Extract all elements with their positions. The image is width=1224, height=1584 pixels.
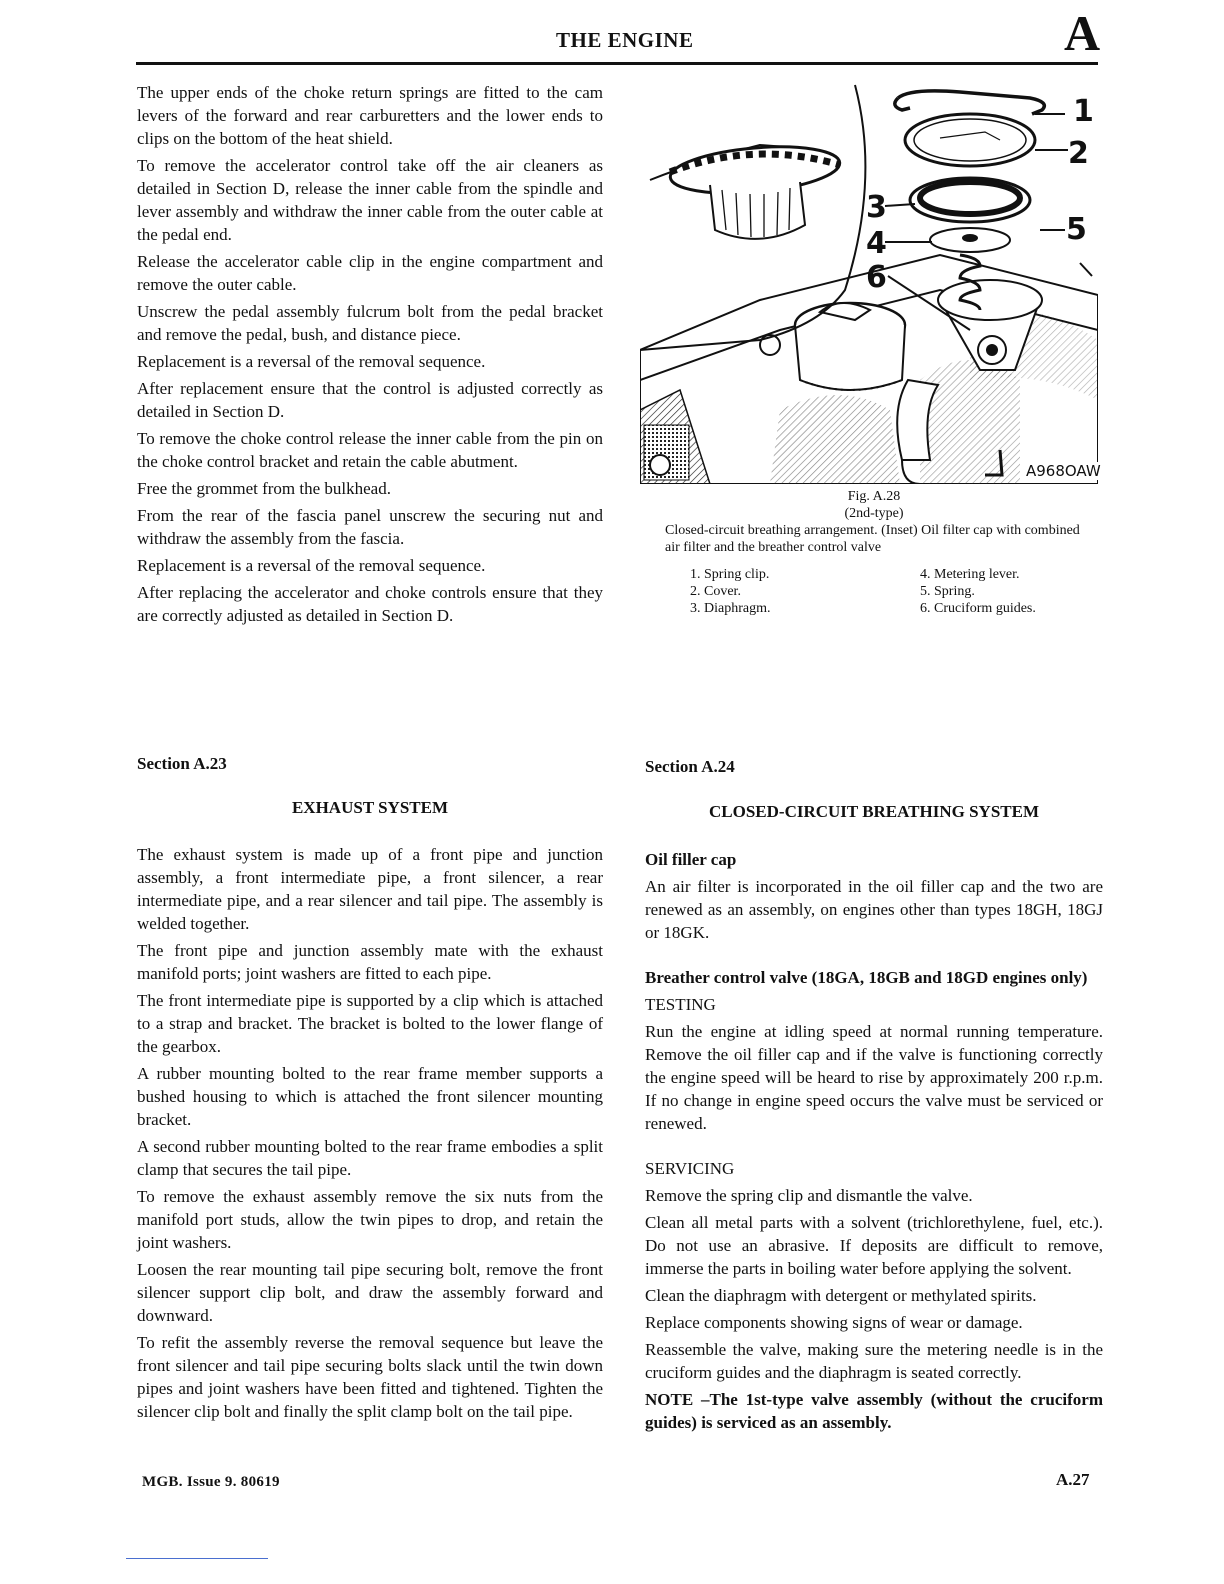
paragraph: The front pipe and junction assembly mate with the exhaust manifold ports; joint washers are fitted to each pipe.: [137, 941, 603, 983]
paragraph: Replacement is a reversal of the removal sequence.: [137, 352, 486, 371]
page-header-title: THE ENGINE: [556, 28, 694, 52]
paragraph: After replacement ensure that the control is adjusted correctly as detailed in Section D.: [137, 379, 603, 421]
paragraph: The exhaust system is made up of a front pipe and junction assembly, a front intermediate pipe, a front silencer, a rear intermediate pipe, and a rear silencer and tail pipe. The assembly is welded together.: [137, 845, 603, 933]
section-letter: A: [1064, 5, 1101, 61]
oil-filler-heading: Oil filler cap: [645, 850, 737, 869]
paragraph: Clean all metal parts with a solvent (trichlorethylene, fuel, etc.). Do not use an abrasive. If deposits are difficult to remove, immerse the parts in boiling water before applying the solvent.: [645, 1213, 1103, 1278]
section-a24-body: [645, 848, 1103, 1438]
paragraph: To remove the exhaust assembly remove the six nuts from the manifold port studs, allow the twin pipes to drop, and retain the joint washers.: [137, 1187, 603, 1252]
paragraph: The upper ends of the choke return springs are fitted to the cam levers of the forward and rear carburetters and the lower ends to clips on the bottom of the heat shield.: [137, 83, 603, 148]
paragraph: Loosen the rear mounting tail pipe securing bolt, remove the front silencer support clip bolt, and draw the assembly forward and downward.: [137, 1260, 603, 1325]
callout-1: 1: [1073, 94, 1094, 129]
legend-item: 5. Spring.: [920, 584, 975, 599]
paragraph: From the rear of the fascia panel unscrew the securing nut and withdraw the assembly from the fascia.: [137, 506, 603, 548]
testing-heading: TESTING: [645, 995, 716, 1014]
paragraph: Replacement is a reversal of the removal sequence.: [137, 556, 486, 575]
note: NOTE –The 1st-type valve assembly (without the cruciform guides) is serviced as an assembly.: [645, 1390, 1103, 1432]
section-a24-title: CLOSED-CIRCUIT BREATHING SYSTEM: [709, 802, 1039, 821]
section-a23-label: Section A.23: [137, 754, 227, 773]
legend-item: 4. Metering lever.: [920, 567, 1020, 582]
paragraph: Remove the spring clip and dismantle the valve.: [645, 1186, 973, 1205]
figure-sublabel: (2nd-type): [844, 506, 904, 521]
paragraph: To refit the assembly reverse the removal sequence but leave the front silencer and tail pipe securing bolts slack until the twin down pipes and joint washers have been fitted and tightened. Tighten the silencer clip bolt and finally the split clamp bolt on the tail pipe.: [137, 1333, 603, 1421]
paragraph: Release the accelerator cable clip in the engine compartment and remove the outer cable.: [137, 252, 603, 294]
paragraph: A rubber mounting bolted to the rear frame member supports a bushed housing to which is attached the front silencer mounting bracket.: [137, 1064, 603, 1129]
callout-4: 4: [866, 226, 887, 261]
servicing-heading: SERVICING: [645, 1159, 735, 1178]
section-a23-body: [137, 843, 603, 1427]
paragraph: Clean the diaphragm with detergent or methylated spirits.: [645, 1286, 1037, 1305]
paragraph: To remove the choke control release the inner cable from the pin on the choke control bracket and retain the cable abutment.: [137, 429, 603, 471]
figure-label: Fig. A.28: [847, 489, 901, 504]
page-number: A.27: [1056, 1470, 1090, 1489]
callout-2: 2: [1068, 136, 1089, 171]
legend-item: 3. Diaphragm.: [690, 601, 771, 616]
header-rule: [136, 62, 1098, 65]
bottom-rule: [126, 1558, 268, 1559]
callout-6: 6: [866, 260, 887, 295]
paragraph: An air filter is incorporated in the oil filler cap and the two are renewed as an assembly, on engines other than types 18GH, 18GJ or 18GK.: [645, 877, 1103, 942]
paragraph: Free the grommet from the bulkhead.: [137, 479, 391, 498]
paragraph: Reassemble the valve, making sure the metering needle is in the cruciform guides and the diaphragm is seated correctly.: [645, 1340, 1103, 1382]
legend-item: 6. Cruciform guides.: [920, 601, 1036, 616]
legend-item: 2. Cover.: [690, 584, 741, 599]
paragraph: To remove the accelerator control take off the air cleaners as detailed in Section D, release the inner cable from the spindle and lever assembly and withdraw the inner cable from the outer cable at the pedal end.: [137, 156, 603, 244]
figure-a28-illustration: [640, 80, 1101, 484]
section-a23-title: EXHAUST SYSTEM: [291, 798, 449, 817]
callout-5: 5: [1066, 212, 1087, 247]
footer-issue: MGB. Issue 9. 80619: [142, 1474, 280, 1490]
paragraph: Run the engine at idling speed at normal running temperature. Remove the oil filler cap and if the valve is functioning correctly the engine speed will be heard to rise by approximately 200 r.p.m. If no change in engine speed occurs the valve must be serviced or renewed.: [645, 1022, 1103, 1133]
figure-reference-code: A968OAW: [1026, 462, 1101, 480]
section-a24-label: Section A.24: [645, 757, 735, 776]
paragraph: The front intermediate pipe is supported by a clip which is attached to a strap and bracket. The bracket is bolted to the lower flange of the gearbox.: [137, 991, 603, 1056]
paragraph: After replacing the accelerator and choke controls ensure that they are correctly adjusted as detailed in Section D.: [137, 583, 603, 625]
callout-3: 3: [866, 190, 887, 225]
left-top-column: [137, 81, 603, 631]
breather-heading: Breather control valve (18GA, 18GB and 18GD engines only): [645, 968, 1088, 987]
paragraph: Replace components showing signs of wear or damage.: [645, 1313, 1023, 1332]
paragraph: Unscrew the pedal assembly fulcrum bolt from the pedal bracket and remove the pedal, bush, and distance piece.: [137, 302, 603, 344]
legend-item: 1. Spring clip.: [690, 567, 770, 582]
figure-caption: [645, 488, 1103, 556]
figure-caption-text: Closed-circuit breathing arrangement. (Inset) Oil filter cap with combined air filter and the breather control valve: [665, 523, 1080, 555]
paragraph: A second rubber mounting bolted to the rear frame embodies a split clamp that secures the tail pipe.: [137, 1137, 603, 1179]
